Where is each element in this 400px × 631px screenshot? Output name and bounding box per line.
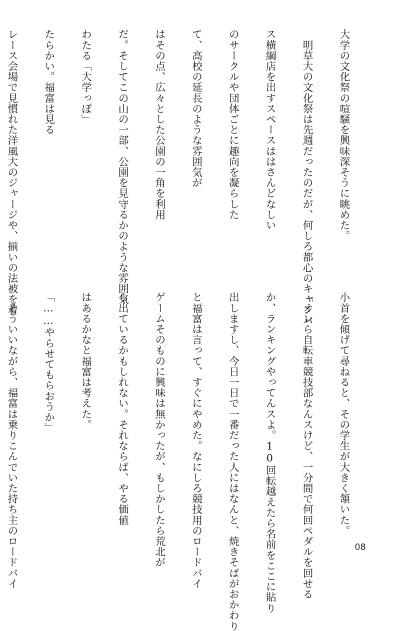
paragraph: 「オレら自転車競技部なんスけど、一分間で何回ペダルを回せる [300,292,313,600]
upper-text-block [5,29,374,326]
paragraph: と福富は言って、すぐにやめた。なにしろ競技用のロードバイ [189,292,202,589]
paragraph: 「……やらせてもらおうか」 [42,292,55,433]
page-number: 08 [354,542,366,552]
paragraph: ゲームそのものに興味は無かったが、もしかしたら荒北が [152,292,165,568]
paragraph: レース会場で見慣れた洋風大のジャージや、揃いの法被を着 [5,29,18,316]
paragraph: だ。そしてこの山の一部、公園を見守るかのような雰囲気 [116,29,129,305]
paragraph: 小首を傾げて尋ねると、その学生が大きく頷いた。 [337,292,350,536]
paragraph: ス横綱店を出すスペースははさんどなしい [263,29,276,231]
paragraph: はあるかなと福富は考えた。 [79,292,92,430]
paragraph: て、高校の延長のような雰囲気が [189,29,202,188]
paragraph: 大学の文化祭の喧騒を興味深そうに眺めた。 [337,29,350,241]
paragraph: 出しますし、今日一日で一番だった人にはなんと、焼きそばがおかわり [226,292,239,631]
paragraph: はその点、広々とした公園の一角を利用 [152,29,165,220]
paragraph: わたる「大学っぽ」 [79,29,92,125]
paragraph: たらかい。福富は見る [42,29,55,135]
paragraph: か、ランキングやってんスよ。10回転越えたら名前をここに貼り [263,292,276,614]
paragraph: 明草大の文化祭は先週だったのだが、何しろ都心のキャンパ [300,29,313,326]
paragraph: そういいながら、福富は乗りこんでいた持ち主のロードバイ [5,292,18,589]
paragraph: のサークルや団体ごとに趣向を凝らした [226,29,239,220]
paragraph: ら出ているかもしれない。それならば、やる価値 [116,292,129,526]
